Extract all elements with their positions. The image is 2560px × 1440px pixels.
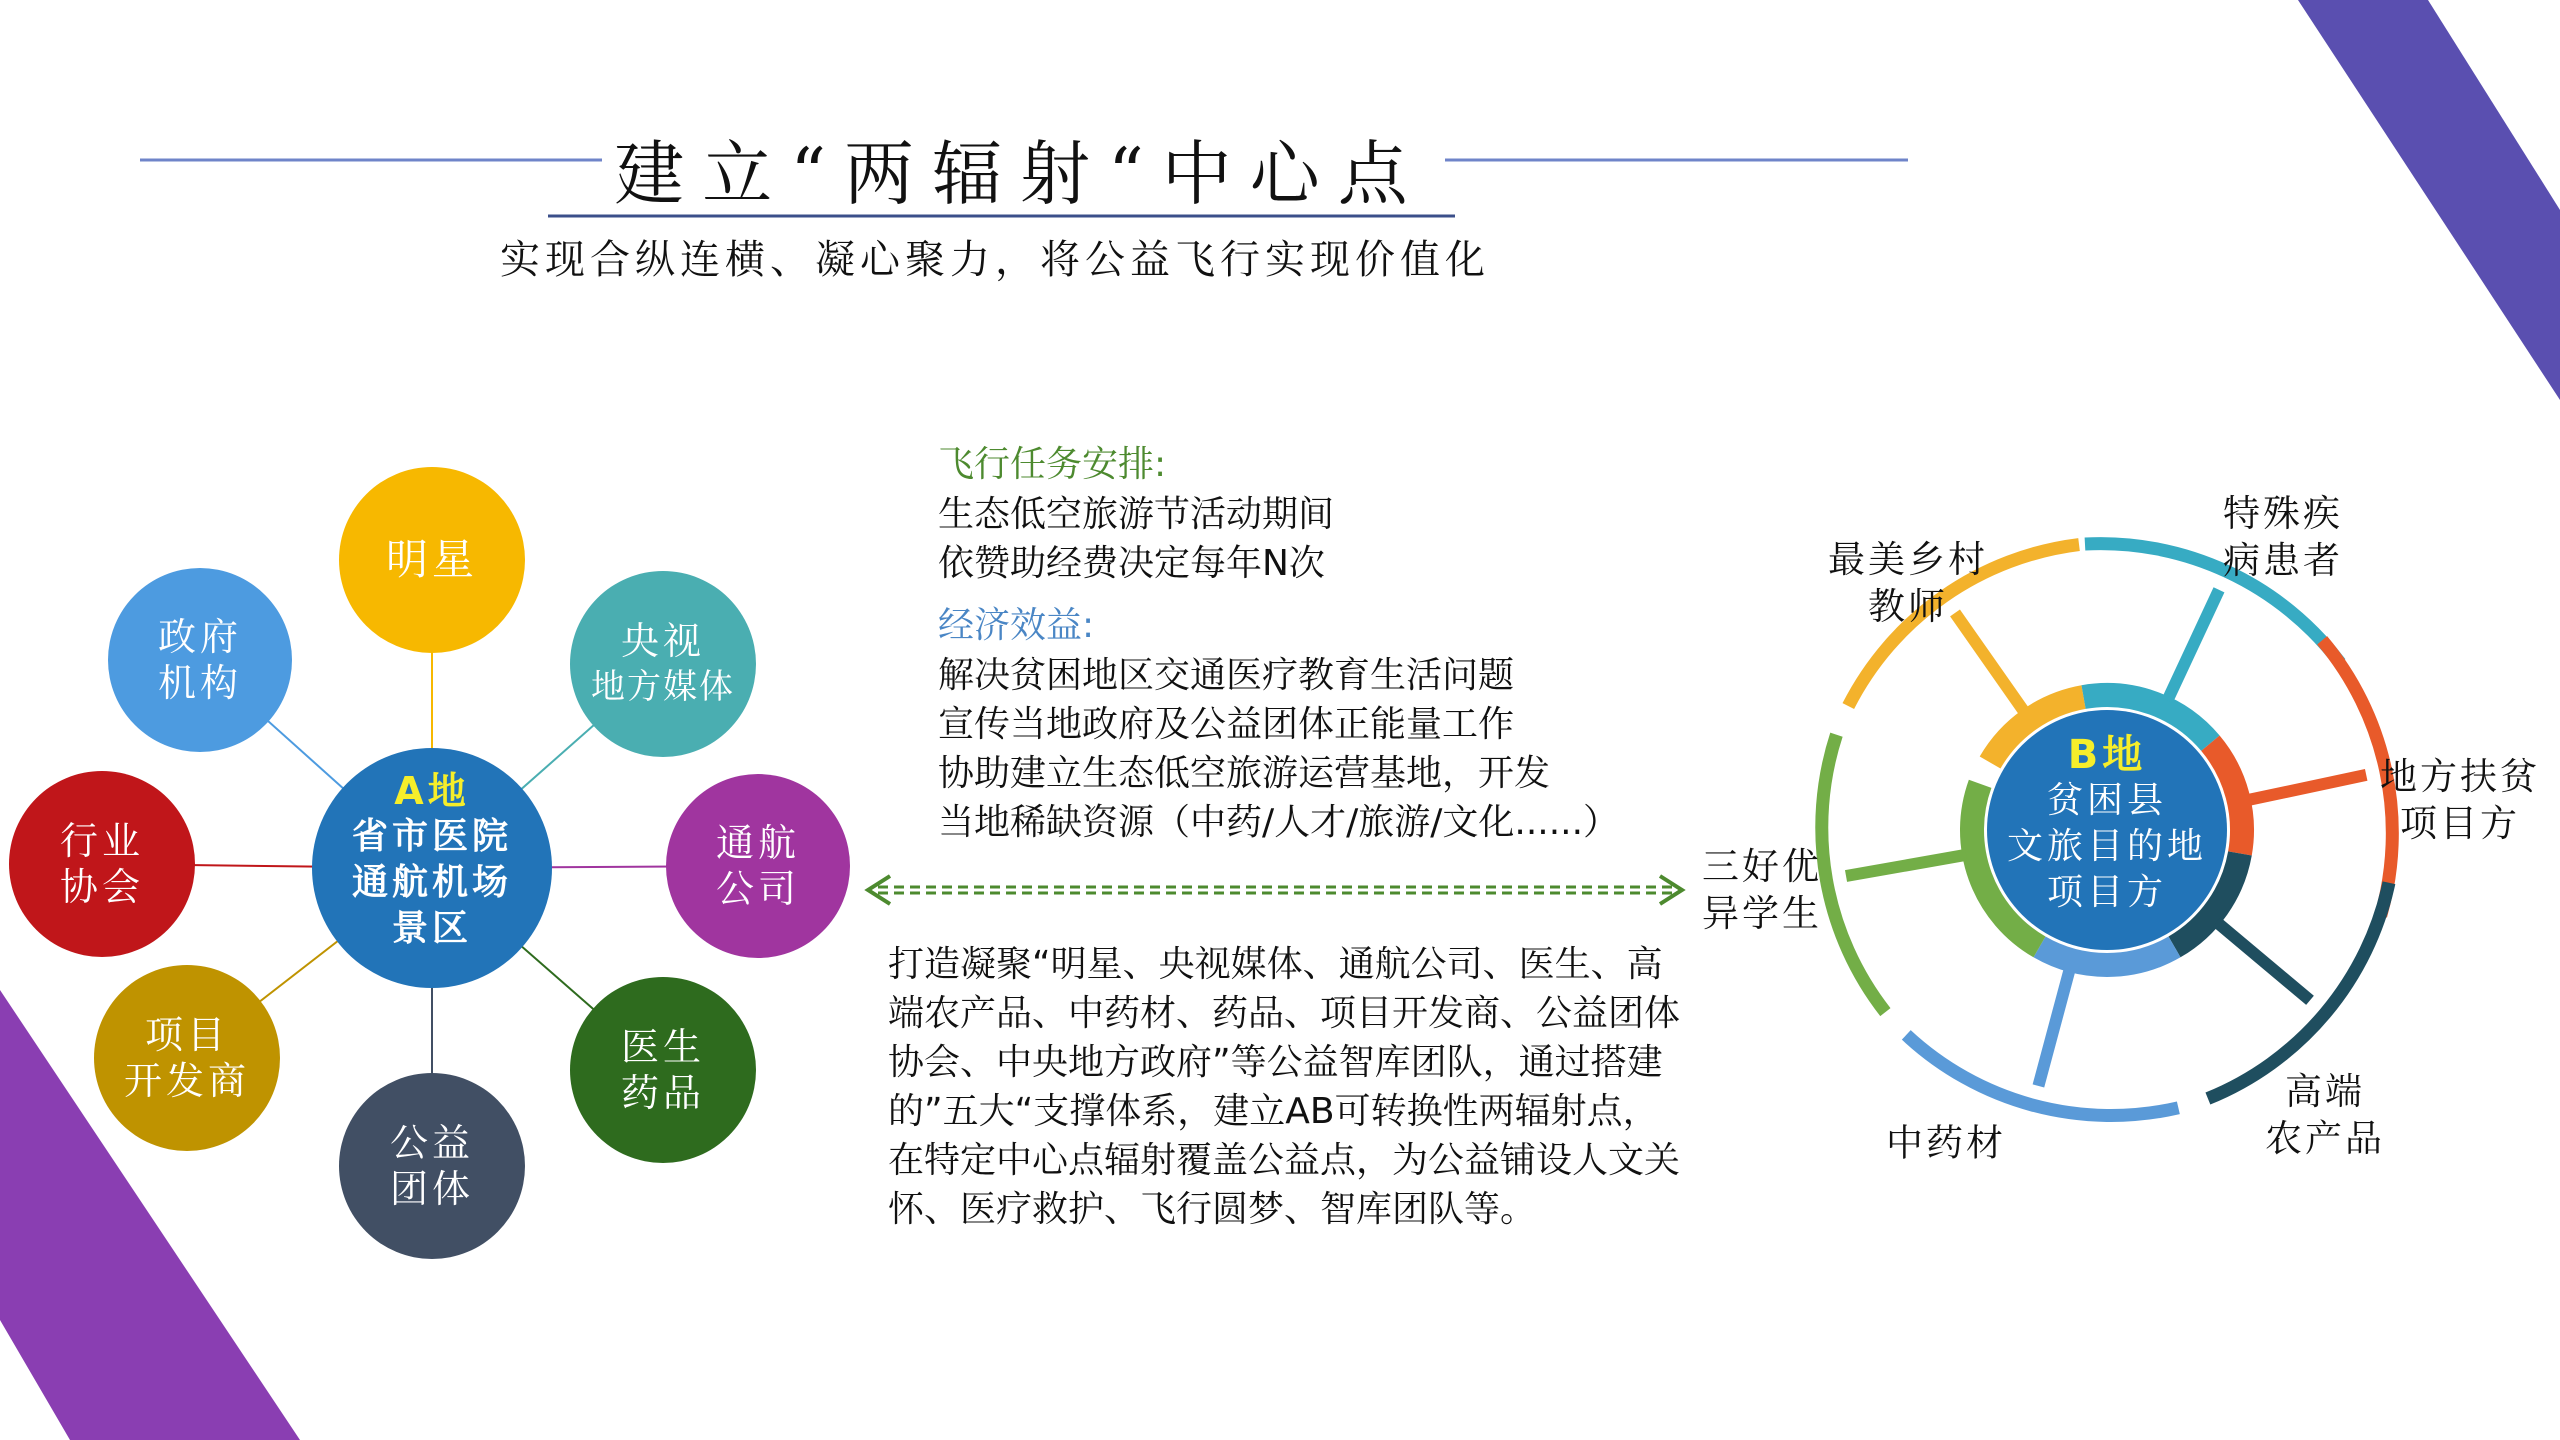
spoke-label-rural-teachers <box>1828 536 1988 630</box>
econ-line: 宣传当地政府及公益团体正能量工作 <box>938 704 1515 745</box>
body-line: 的”五大“支撑体系，建立AB可转换性两辐射点， <box>888 1091 1659 1132</box>
body-line: 端农产品、中药材、药品、项目开发商、公益团体 <box>888 993 1681 1034</box>
econ-line: 解决贫困地区交通医疗教育生活问题 <box>938 655 1515 696</box>
spoke-label-line: 最美乡村 <box>1828 538 1988 581</box>
page-subtitle: 实现合纵连横、凝心聚力，将公益飞行实现价值化 <box>500 237 1490 283</box>
spoke-label-line: 病患者 <box>2223 539 2343 582</box>
body-line: 在特定中心点辐射覆盖公益点，为公益铺设人文关 <box>888 1140 1681 1181</box>
body-line: 怀、医疗救护、飞行圆梦、智库团队等。 <box>888 1189 1537 1230</box>
node-label-line: 明星 <box>385 535 479 584</box>
page-title: 建立“两辐射“中心点 <box>614 133 1426 215</box>
node-label-line: 药品 <box>620 1071 706 1115</box>
center-node-b-label <box>2007 732 2207 916</box>
spoke-label-line: 项目方 <box>2400 802 2520 845</box>
node-label-line: 政府 <box>157 615 243 659</box>
econ-line: 当地稀缺资源（中药/人才/旅游/文化......） <box>938 802 1620 843</box>
node-label-line: 地方媒体 <box>591 667 735 707</box>
center-node-b-line: 项目方 <box>2046 872 2168 913</box>
node-label-line: 公益 <box>389 1121 475 1165</box>
body-line: 打造凝聚“明星、央视媒体、通航公司、医生、高 <box>888 944 1663 985</box>
center-node-b-line: 文旅目的地 <box>2006 826 2208 867</box>
flight-heading: 飞行任务安排: <box>938 444 1167 485</box>
center-node-a-line: 景区 <box>391 908 473 949</box>
spoke-label-line: 中药材 <box>1886 1121 2006 1165</box>
node-label-line: 项目 <box>144 1013 230 1057</box>
node-label-line: 机构 <box>157 661 243 705</box>
spoke-label-poverty-projects <box>2380 753 2540 847</box>
node-label-line: 开发商 <box>123 1059 251 1103</box>
center-node-a-line: 省市医院 <box>351 816 513 857</box>
node-label-line: 协会 <box>59 865 145 909</box>
node-label-line: 公司 <box>715 867 801 911</box>
node-label-line: 团体 <box>389 1167 475 1211</box>
node-label-line: 行业 <box>59 819 145 863</box>
spoke-label-premium-produce <box>2265 1068 2385 1162</box>
spoke-label-special-patients <box>2223 490 2343 584</box>
spoke-excellent-students <box>1846 855 1966 876</box>
spoke-label-line: 高端 <box>2285 1070 2365 1113</box>
spoke-label-line: 地方扶贫 <box>2380 755 2540 798</box>
node-label-line: 医生 <box>620 1025 706 1069</box>
spoke-label-line: 教师 <box>1868 585 1948 628</box>
body-line: 协会、中央地方政府”等公益智库团队，通过搭建 <box>888 1042 1663 1083</box>
spoke-special-patients <box>2167 590 2219 701</box>
center-node-b-title: B地 <box>2067 732 2147 778</box>
econ-line: 协助建立生态低空旅游运营基地，开发 <box>938 753 1551 794</box>
spoke-poverty-projects <box>2247 775 2366 800</box>
center-node-a-title: A地 <box>394 769 470 813</box>
flight-line: 生态低空旅游节活动期间 <box>938 494 1335 535</box>
spoke-label-chinese-herbs <box>1886 1120 2006 1167</box>
spoke-label-line: 异学生 <box>1702 892 1822 935</box>
spoke-premium-produce <box>2217 922 2310 1000</box>
spoke-label-line: 三好优 <box>1702 845 1822 888</box>
econ-heading: 经济效益: <box>938 605 1095 646</box>
spoke-label-line: 特殊疾 <box>2223 492 2343 535</box>
center-node-b-line: 贫困县 <box>2046 780 2168 821</box>
flight-line: 依赞助经费决定每年N次 <box>938 543 1325 584</box>
center-node-a-line: 通航机场 <box>351 862 513 903</box>
spoke-chinese-herbs <box>2038 968 2070 1086</box>
node-label-line: 央视 <box>620 619 705 663</box>
node-label-line: 通航 <box>715 821 801 865</box>
spoke-label-line: 农产品 <box>2265 1117 2385 1160</box>
spoke-label-excellent-students <box>1702 843 1822 937</box>
